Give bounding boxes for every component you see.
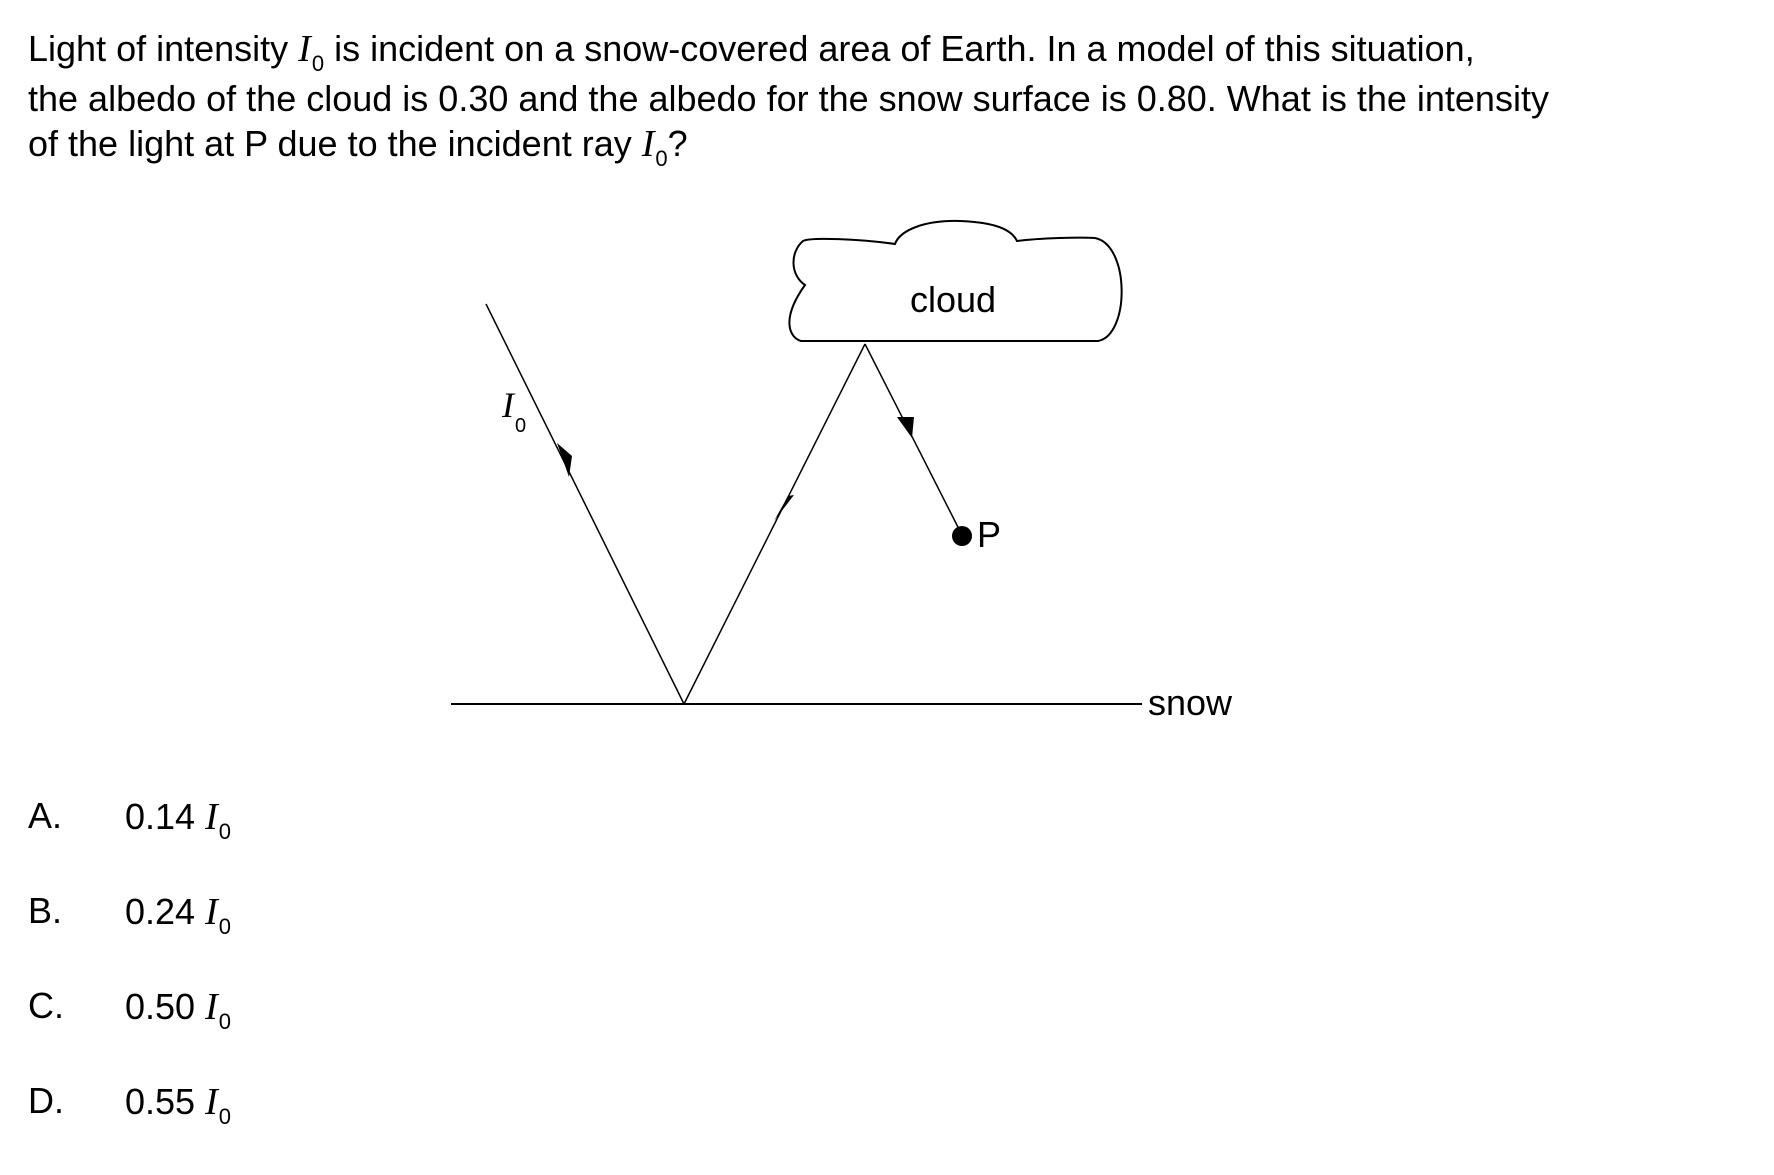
- option-value: 0.55 $I_0$: [125, 1081, 231, 1129]
- snow-label: snow: [1148, 682, 1233, 723]
- option-value: 0.24 $I_0$: [125, 891, 231, 939]
- option-value: 0.50 $I_0$: [125, 986, 231, 1034]
- intensity-symbol: $I_0$: [641, 123, 668, 171]
- intensity-symbol: $I_0$: [205, 891, 231, 939]
- intensity-symbol: $I_0$: [205, 986, 231, 1034]
- option-value: 0.14 $I_0$: [125, 796, 231, 844]
- option-letter: D.: [28, 1080, 64, 1121]
- option-c[interactable]: [28, 985, 231, 1080]
- question-line-2: the albedo of the cloud is 0.30 and the albedo for the snow surface is 0.80. What is the intensity: [28, 78, 1549, 119]
- question-line-1: Light of intensity $I_0$ is incident on a snow-covered area of Earth. In a model of this situation,: [28, 28, 1475, 76]
- reflected-ray-snow-to-cloud: [684, 344, 865, 704]
- intensity-symbol: $I_0$: [205, 796, 231, 844]
- question-line-3: of the light at P due to the incident ray $I_0$?: [28, 123, 688, 171]
- incident-intensity-label: I: [502, 385, 514, 425]
- answer-options: [28, 795, 231, 1175]
- cloud-to-p-arrowhead: [897, 417, 914, 438]
- incident-ray: [486, 304, 684, 704]
- incident-intensity-subscript: 0: [515, 415, 527, 437]
- option-d[interactable]: [28, 1080, 231, 1175]
- cloud-label: cloud: [910, 279, 997, 320]
- option-letter: A.: [28, 795, 63, 836]
- reflected-ray-arrowhead: [774, 495, 794, 521]
- intensity-symbol: $I_0$: [205, 1081, 231, 1129]
- point-p: [952, 526, 972, 546]
- option-letter: B.: [28, 890, 63, 931]
- point-p-label: P: [977, 514, 1002, 555]
- intensity-symbol: $I_0$: [298, 28, 325, 76]
- option-a[interactable]: [28, 795, 231, 890]
- reflected-ray-cloud-to-p: [865, 344, 962, 535]
- option-b[interactable]: [28, 890, 231, 985]
- option-letter: C.: [28, 985, 64, 1026]
